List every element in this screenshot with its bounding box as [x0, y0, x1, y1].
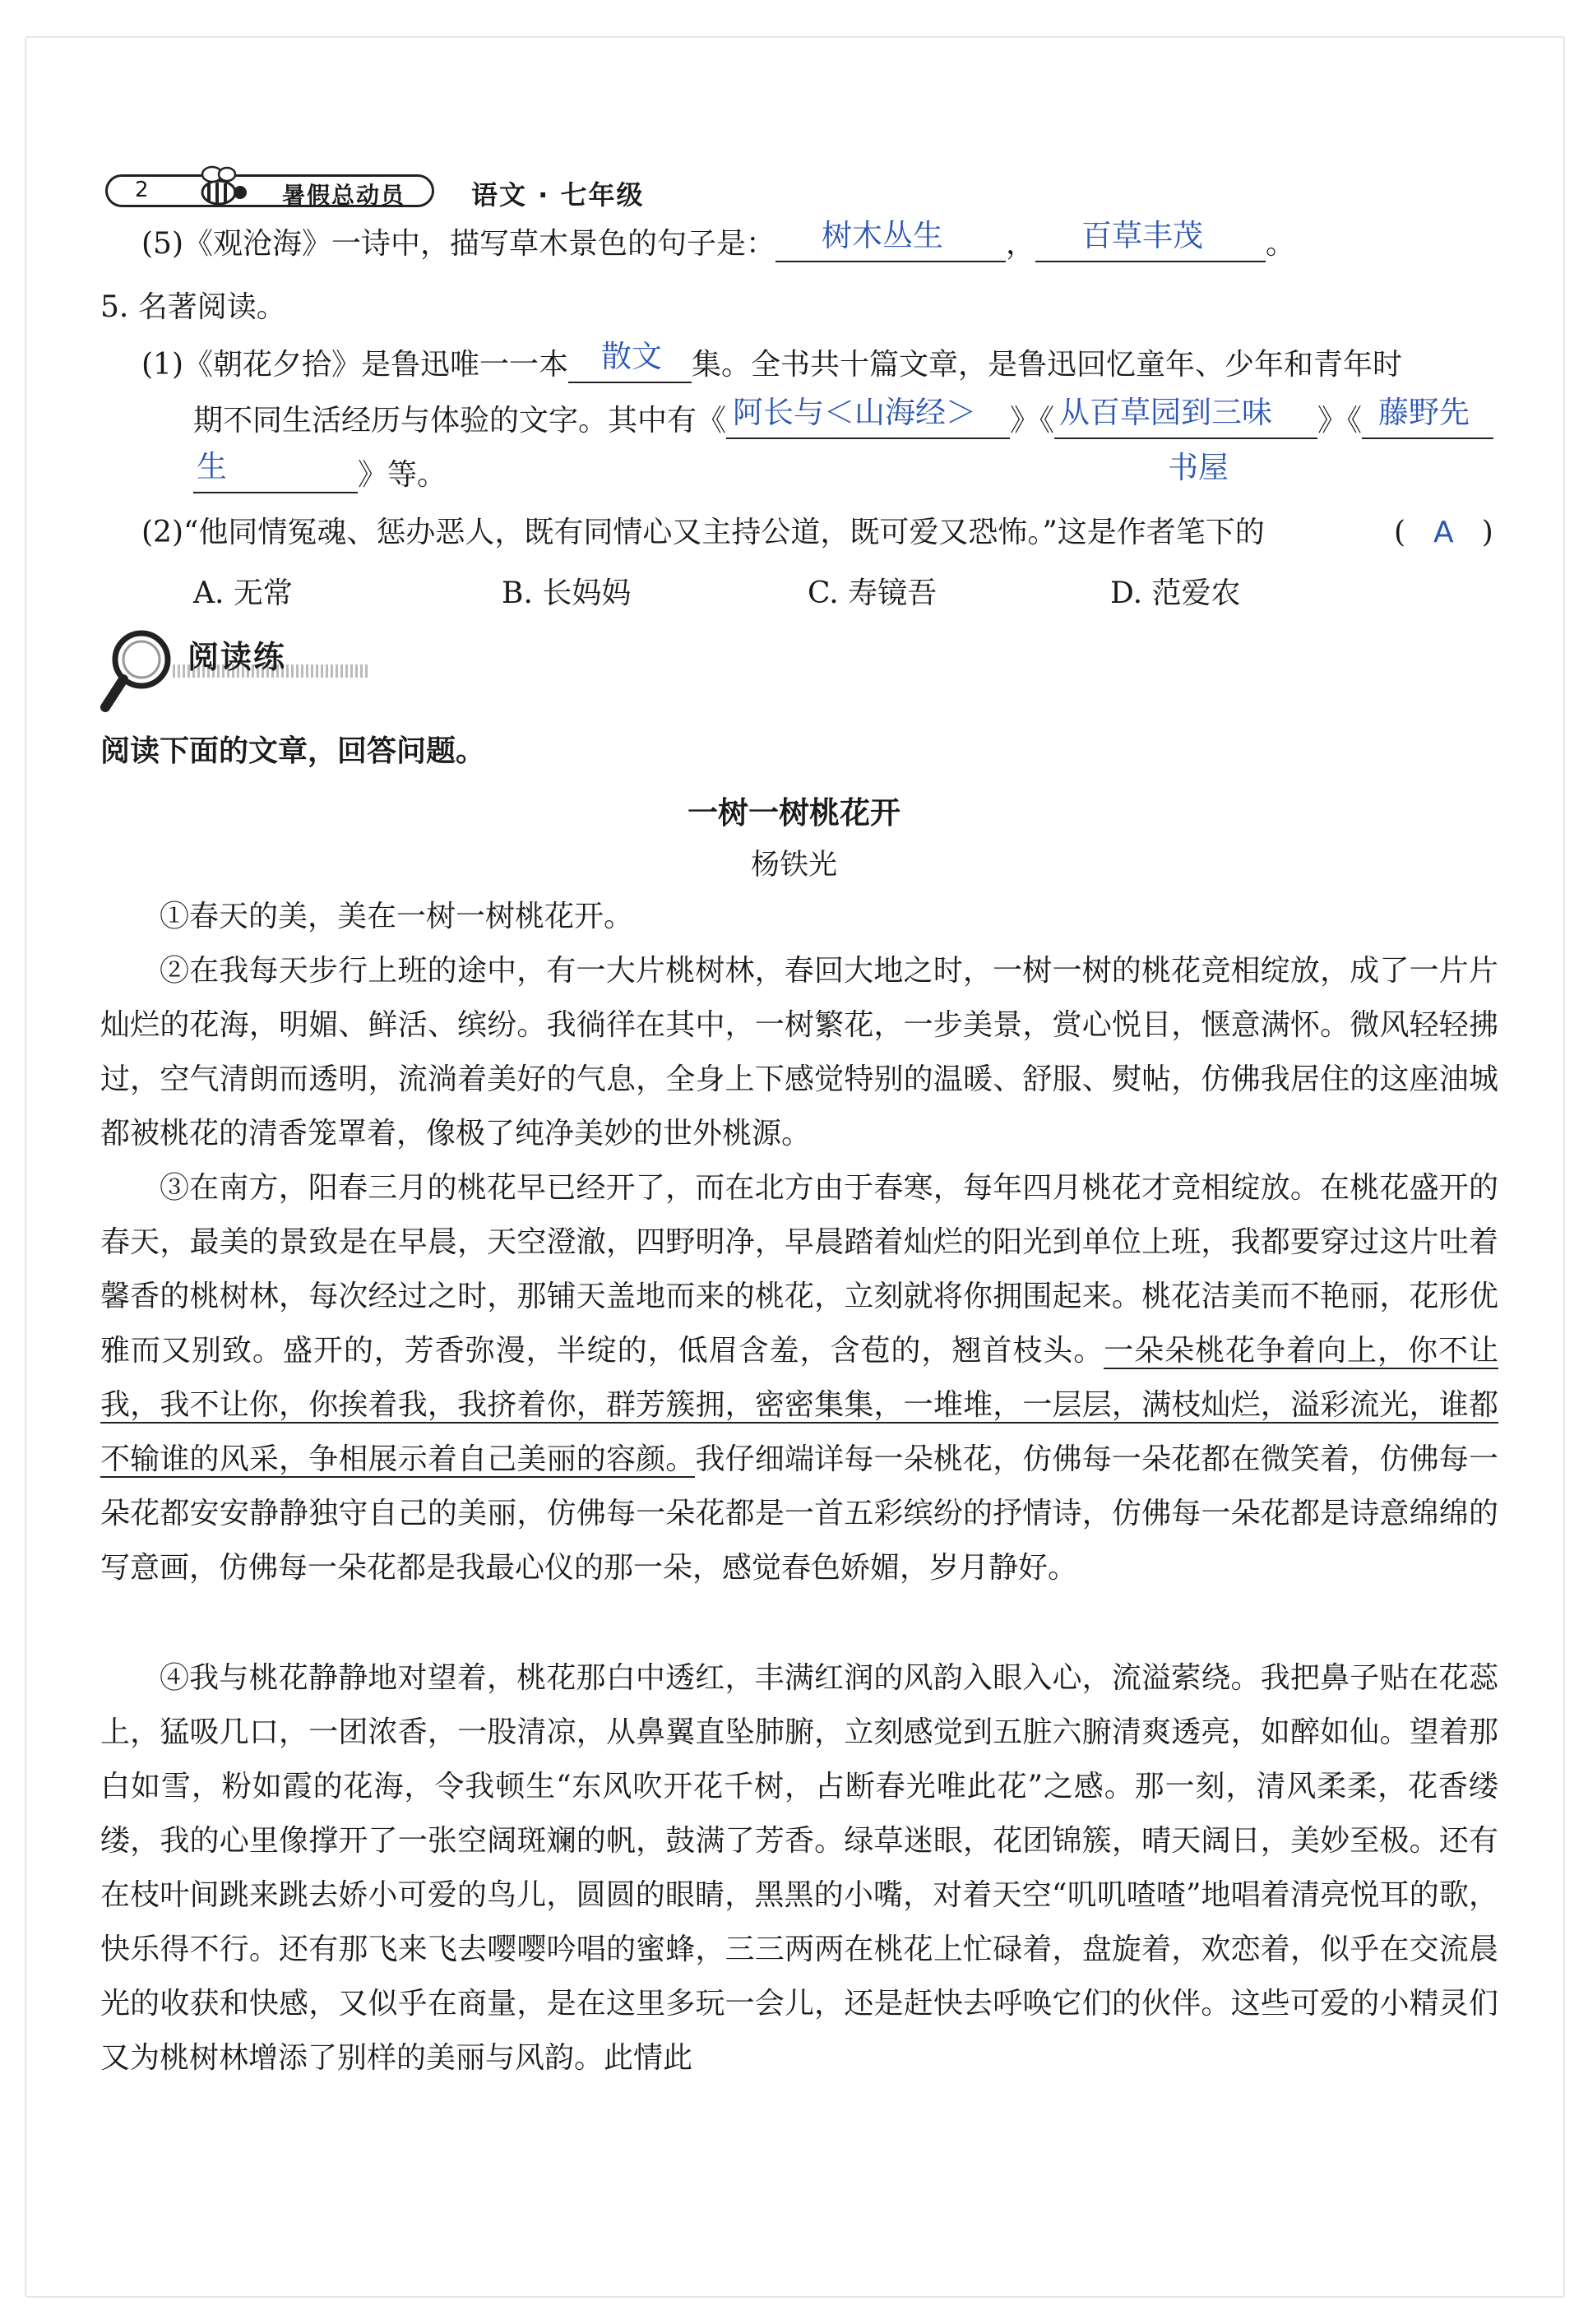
article-author: 杨铁光	[750, 849, 837, 882]
option-d: D. 范爱农	[1110, 576, 1241, 610]
question-5-heading: 5. 名著阅读。	[100, 290, 286, 324]
answer-blank	[1035, 218, 1266, 262]
option-c: C. 寿镜吾	[808, 576, 938, 610]
handwritten-answer: A	[1433, 516, 1454, 549]
answer-blank	[568, 339, 692, 383]
answer-blank	[726, 395, 1010, 439]
question-4-5: (5)《观沧海》一诗中，描写草木景色的句子是： 树木丛生 ， 百草丰茂 。	[141, 218, 1296, 261]
handwritten-answer: 从百草园到三味	[1059, 395, 1273, 430]
answer-blank	[1054, 395, 1317, 439]
paragraph-2: ②在我每天步行上班的途中，有一大片桃树林，春回大地之时，一树一树的桃花竞相绽放，成了一片片灿烂的花海，明媚、鲜活、缤纷。我徜徉在其中，一树繁花，一步美景，赏心悦目，惬意满怀。微风轻轻拂过，空气清朗而透明，流淌着美好的气息，全身上下感觉特别的温暖、舒服、熨帖，仿佛我居住的这座油城都被桃花的清香笼罩着，像极了纯净美妙的世外桃源。	[100, 954, 1498, 1150]
page-header	[105, 174, 1257, 211]
bee-mascot-icon	[179, 160, 253, 217]
underlined-sentence: 一朵朵桃花争着向上，你不让我，我不让你，你挨着我，我挤着你，群芳簇拥，密密集集，一堆堆，一层层，满枝灿烂，溢彩流光，谁都不输谁的风采，争相展示着自己美丽的容颜。	[100, 1334, 1498, 1476]
handwritten-answer: 树木丛生	[822, 218, 943, 253]
reading-instructions: 阅读下面的文章，回答问题。	[100, 734, 486, 768]
answer-blank	[1362, 395, 1493, 439]
section-label: 阅读练	[188, 639, 287, 675]
handwritten-answer: 百草丰茂	[1081, 218, 1204, 253]
paragraph-4: ④我与桃花静静地对望着，桃花那白中透红，丰满红润的风韵入眼入心，流溢萦绕。我把鼻子贴在花蕊上，猛吸几口，一团浓香，一股清凉，从鼻翼直坠肺腑，立刻感觉到五脏六腑清爽透亮，如醉如仙。望着那白如雪，粉如霞的花海，令我顿生“东风吹开花千树，占断春光唯此花”之感。那一刻，清风柔柔，花香缕缕，我的心里像撑开了一张空阔斑斓的帆，鼓满了芳香。绿草迷眼，花团锦簇，晴天阔日，美妙至极。还有在枝叶间跳来跳去娇小可爱的鸟儿，圆圆的眼睛，黑黑的小嘴，对着天空“叽叽喳喳”地唱着清亮悦耳的歌，快乐得不行。还有那飞来飞去嘤嘤吟唱的蜜蜂，三三两两在桃花上忙碌着，盘旋着，欢恋着，似乎在交流晨光的收获和快感，又似乎在商量，是在这里多玩一会儿，还是赶快去呼唤它们的伙伴。这些可爱的小精灵们又为桃树林增添了别样的美丽与风韵。此情此	[100, 1661, 1498, 2075]
option-a: A. 无常	[193, 576, 293, 610]
series-title: 暑假总动员	[282, 182, 406, 209]
option-b: B. 长妈妈	[502, 576, 632, 610]
page-number: 2	[135, 178, 149, 202]
question-5-1-line1: (1)《朝花夕拾》是鲁迅唯一一本 散文 集。全书共十篇文章，是鲁迅回忆童年、少年和青年时	[141, 339, 1403, 382]
question-5-2: (2)“他同情冤魂、惩办恶人，既有同情心又主持公道，既可爱又恐怖。”这是作者笔下的	[141, 516, 1265, 549]
handwritten-answer-continuation: 书屋	[1168, 450, 1229, 485]
section-banner	[99, 625, 370, 715]
subject-grade: 语文 · 七年级	[471, 179, 645, 211]
handwritten-answer: 阿长与＜山海经＞	[733, 395, 977, 430]
handwritten-answer: 藤野先	[1378, 395, 1470, 430]
answer-blank	[775, 218, 1006, 262]
handwritten-answer: 生	[197, 449, 227, 484]
paragraph-1: ①春天的美，美在一树一树桃花开。	[160, 900, 634, 933]
paragraph-3: ③在南方，阳春三月的桃花早已经开了，而在北方由于春寒，每年四月桃花才竞相绽放。在桃花盛开的春天，最美的景致是在早晨，天空澄澈，四野明净，早晨踏着灿烂的阳光到单位上班，我都要穿过这片吐着馨香的桃树林，每次经过之时，那铺天盖地而来的桃花，立刻就将你拥围起来。桃花洁美而不艳丽，花形优雅而又别致。盛开的，芳香弥漫，半绽的，低眉含羞，含苞的，翘首枝头。一朵朵桃花争着向上，你不让我，我不让你，你挨着我，我挤着你，群芳簇拥，密密集集，一堆堆，一层层，满枝灿烂，溢彩流光，谁都不输谁的风采，争相展示着自己美丽的容颜。我仔细端详每一朵桃花，仿佛每一朵花都在微笑着，仿佛每一朵花都安安静静独守自己的美丽，仿佛每一朵花都是一首五彩缤纷的抒情诗，仿佛每一朵花都是诗意绵绵的写意画，仿佛每一朵花都是我最心仪的那一朵，感觉春色娇媚，岁月静好。	[100, 1171, 1498, 1585]
answer-bracket: ( A )	[1394, 516, 1493, 549]
article-title: 一树一树桃花开	[688, 795, 900, 831]
question-5-1-line3: 生 》等。	[193, 457, 447, 493]
handwritten-answer: 散文	[601, 339, 662, 374]
question-5-1-line2: 期不同生活经历与体验的文字。其中有《 阿长与＜山海经＞ 》《 从百草园到三味 》《 藤野先	[193, 403, 1493, 439]
